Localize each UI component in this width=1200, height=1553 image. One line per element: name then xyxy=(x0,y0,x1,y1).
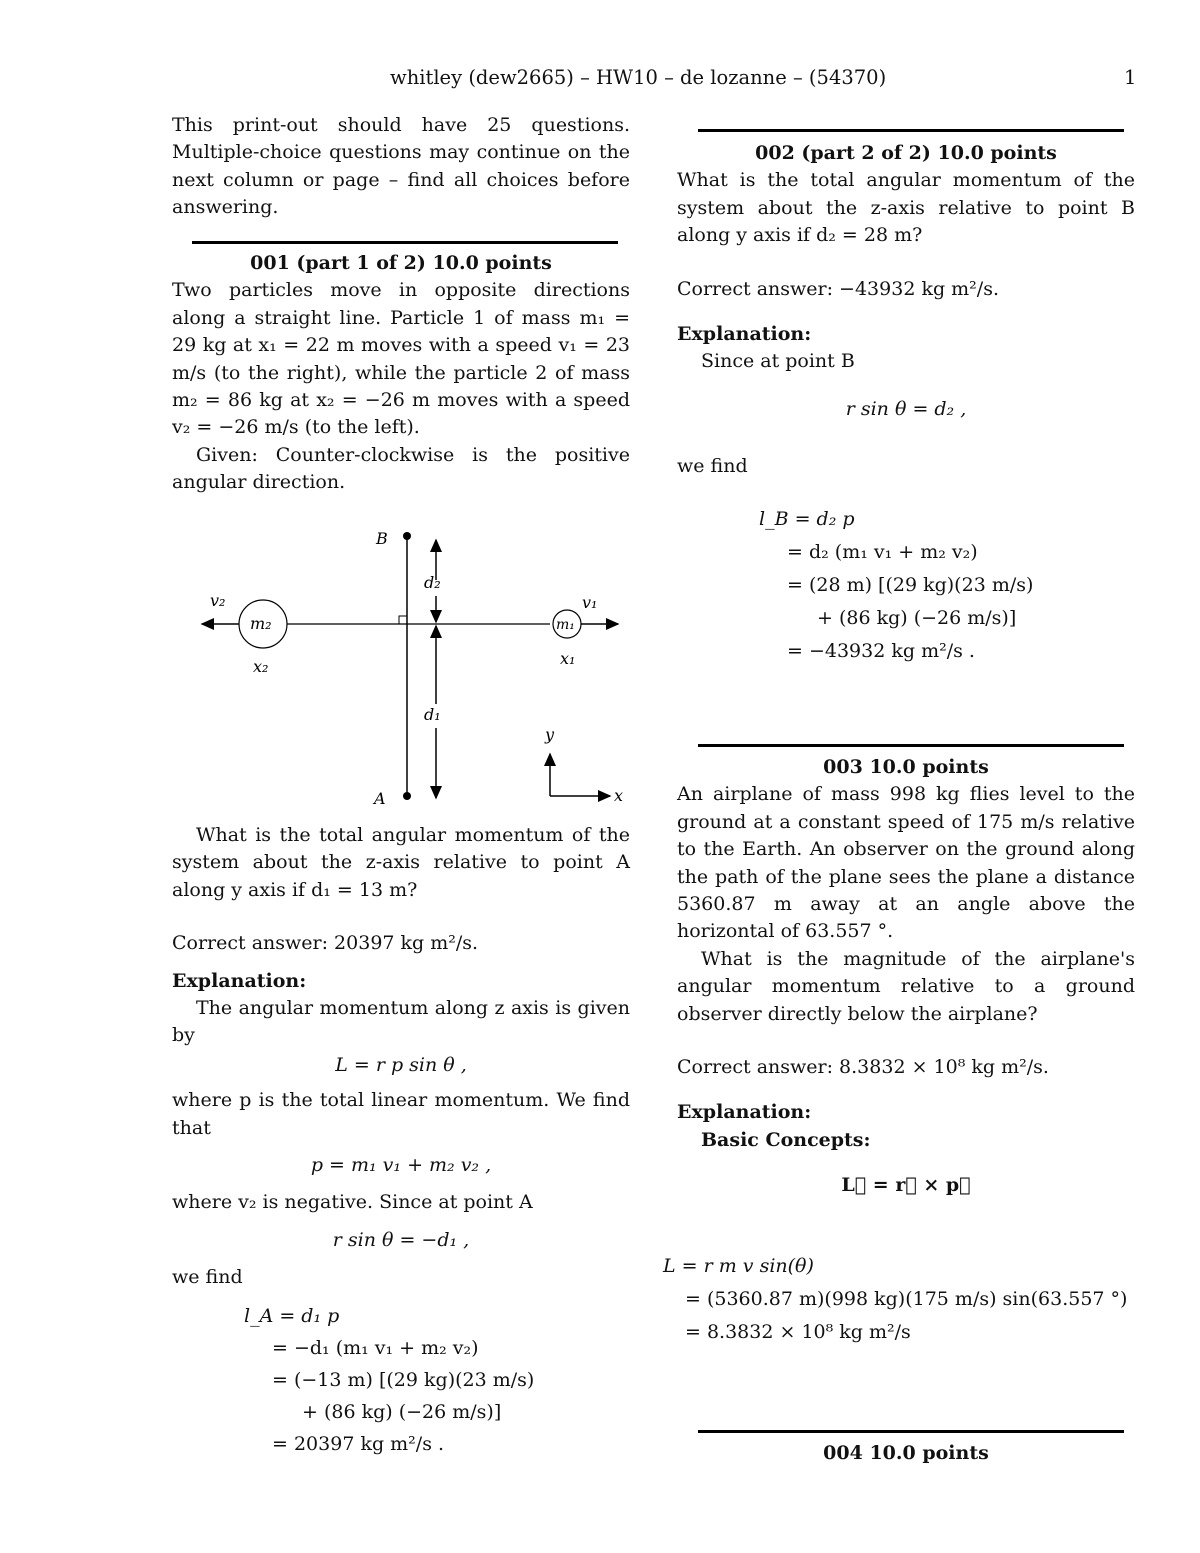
label-v2: v₂ xyxy=(210,591,226,610)
given-text: Given: Counter-clockwise is the positive angular direction. xyxy=(172,443,630,494)
explanation-text: Since at point B xyxy=(701,350,855,373)
equation: r sin θ = d₂ , xyxy=(845,397,967,420)
label-d1: d₁ xyxy=(424,705,441,724)
momentum-diagram xyxy=(190,526,640,816)
point-b xyxy=(403,532,411,540)
label-x2: x₂ xyxy=(253,657,269,676)
calc-line: = −d₁ (m₁ v₁ + m₂ v₂) xyxy=(272,1336,479,1359)
equation: p = m₁ v₁ + m₂ v₂ , xyxy=(310,1154,492,1177)
calc-line: = d₂ (m₁ v₁ + m₂ v₂) xyxy=(787,540,978,563)
calc-line: L = r m v sin(θ) xyxy=(663,1254,814,1277)
calc-line: l_A = d₁ p xyxy=(244,1304,340,1327)
explanation-label: Explanation: xyxy=(172,969,307,992)
explanation-text: The angular momentum along z axis is given by xyxy=(172,997,630,1047)
explanation-text: we find xyxy=(677,455,748,478)
intro-text: This print-out should have 25 questions. Multiple-choice questions may continue on the next column or page – find all choices before answering. xyxy=(172,114,630,219)
page-number: 1 xyxy=(1124,66,1137,89)
basic-concepts-label: Basic Concepts: xyxy=(701,1128,871,1151)
correct-answer: Correct answer: 8.3832 × 10⁸ kg m²/s. xyxy=(677,1056,1049,1079)
calculation xyxy=(663,1250,1135,1349)
question-body: An airplane of mass 998 kg flies level to the ground at a constant speed of 175 m/s relative to the Earth. An observer on the ground along the path of the plane sees the plane a distance 5360.87 m away at an angle above the horizontal of 63.557 °. xyxy=(677,783,1135,943)
question-text: What is the magnitude of the airplane's angular momentum relative to a ground observer directly below the airplane? xyxy=(677,947,1135,1025)
label-a: A xyxy=(374,789,386,808)
question-001-part2 xyxy=(172,822,630,1460)
calc-line: = −43932 kg m²/s . xyxy=(787,639,975,662)
label-x: x xyxy=(614,786,624,805)
correct-answer: Correct answer: −43932 kg m²/s. xyxy=(677,277,999,300)
label-x1: x₁ xyxy=(560,649,576,668)
question-002 xyxy=(677,140,1135,668)
calc-line: = 20397 kg m²/s . xyxy=(272,1432,445,1455)
question-body: Two particles move in opposite directions along a straight line. Particle 1 of mass m₁ = 29 kg at x₁ = 22 m moves with a speed v₁ = 23 m/s (to the right), while the particle 2 of mass m₂ = 86 kg at x₂ = −26 m moves with a speed v₂ = −26 m/s (to the left). xyxy=(172,279,630,439)
question-rule-001 xyxy=(192,241,618,244)
label-y: y xyxy=(545,725,555,744)
equation: L⃗ = r⃗ × p⃗ xyxy=(841,1174,971,1197)
question-heading: 002 (part 2 of 2) 10.0 points xyxy=(755,142,1057,164)
explanation-text: where p is the total linear momentum. We find that xyxy=(172,1089,630,1139)
point-a xyxy=(403,792,411,800)
intro-block xyxy=(172,112,630,222)
question-001 xyxy=(172,250,630,497)
explanation-label: Explanation: xyxy=(677,323,812,346)
question-003 xyxy=(663,754,1135,1349)
explanation-label: Explanation: xyxy=(677,1101,812,1124)
calculation xyxy=(244,1300,630,1460)
correct-answer: Correct answer: 20397 kg m²/s. xyxy=(172,932,479,955)
calc-line: + (86 kg) (−26 m/s)] xyxy=(817,606,1017,629)
explanation-text: where v₂ is negative. Since at point A xyxy=(172,1191,533,1214)
question-004 xyxy=(677,1440,1135,1467)
equation: L = r p sin θ , xyxy=(335,1053,467,1076)
question-heading: 003 10.0 points xyxy=(823,756,989,778)
label-m1: m₁ xyxy=(556,617,575,633)
calc-line: = (28 m) [(29 kg)(23 m/s) xyxy=(787,573,1034,596)
calc-line: = (−13 m) [(29 kg)(23 m/s) xyxy=(272,1368,535,1391)
label-m2: m₂ xyxy=(250,614,272,633)
calc-line: + (86 kg) (−26 m/s)] xyxy=(302,1400,502,1423)
calc-line: = 8.3832 × 10⁸ kg m²/s xyxy=(685,1320,911,1343)
question-heading: 004 10.0 points xyxy=(823,1442,989,1464)
label-b: B xyxy=(376,529,388,548)
label-v1: v₁ xyxy=(582,593,598,612)
question-heading: 001 (part 1 of 2) 10.0 points xyxy=(250,252,552,274)
right-angle-mark xyxy=(399,616,407,624)
calc-line: = (5360.87 m)(998 kg)(175 m/s) sin(63.557 °) xyxy=(685,1287,1128,1310)
label-d2: d₂ xyxy=(424,573,441,592)
explanation-text: we find xyxy=(172,1266,243,1289)
question-rule-004 xyxy=(698,1430,1124,1433)
calc-line: l_B = d₂ p xyxy=(759,507,855,530)
page-header: whitley (dew2665) – HW10 – de lozanne – (54370) xyxy=(390,66,887,89)
question-text: What is the total angular momentum of the system about the z-axis relative to point A along y axis if d₁ = 13 m? xyxy=(172,824,630,901)
calculation xyxy=(759,503,1135,668)
equation: r sin θ = −d₁ , xyxy=(332,1228,470,1251)
question-rule-003 xyxy=(698,744,1124,747)
question-rule-002 xyxy=(698,129,1124,132)
question-text: What is the total angular momentum of the system about the z-axis relative to point B along y axis if d₂ = 28 m? xyxy=(677,169,1135,247)
